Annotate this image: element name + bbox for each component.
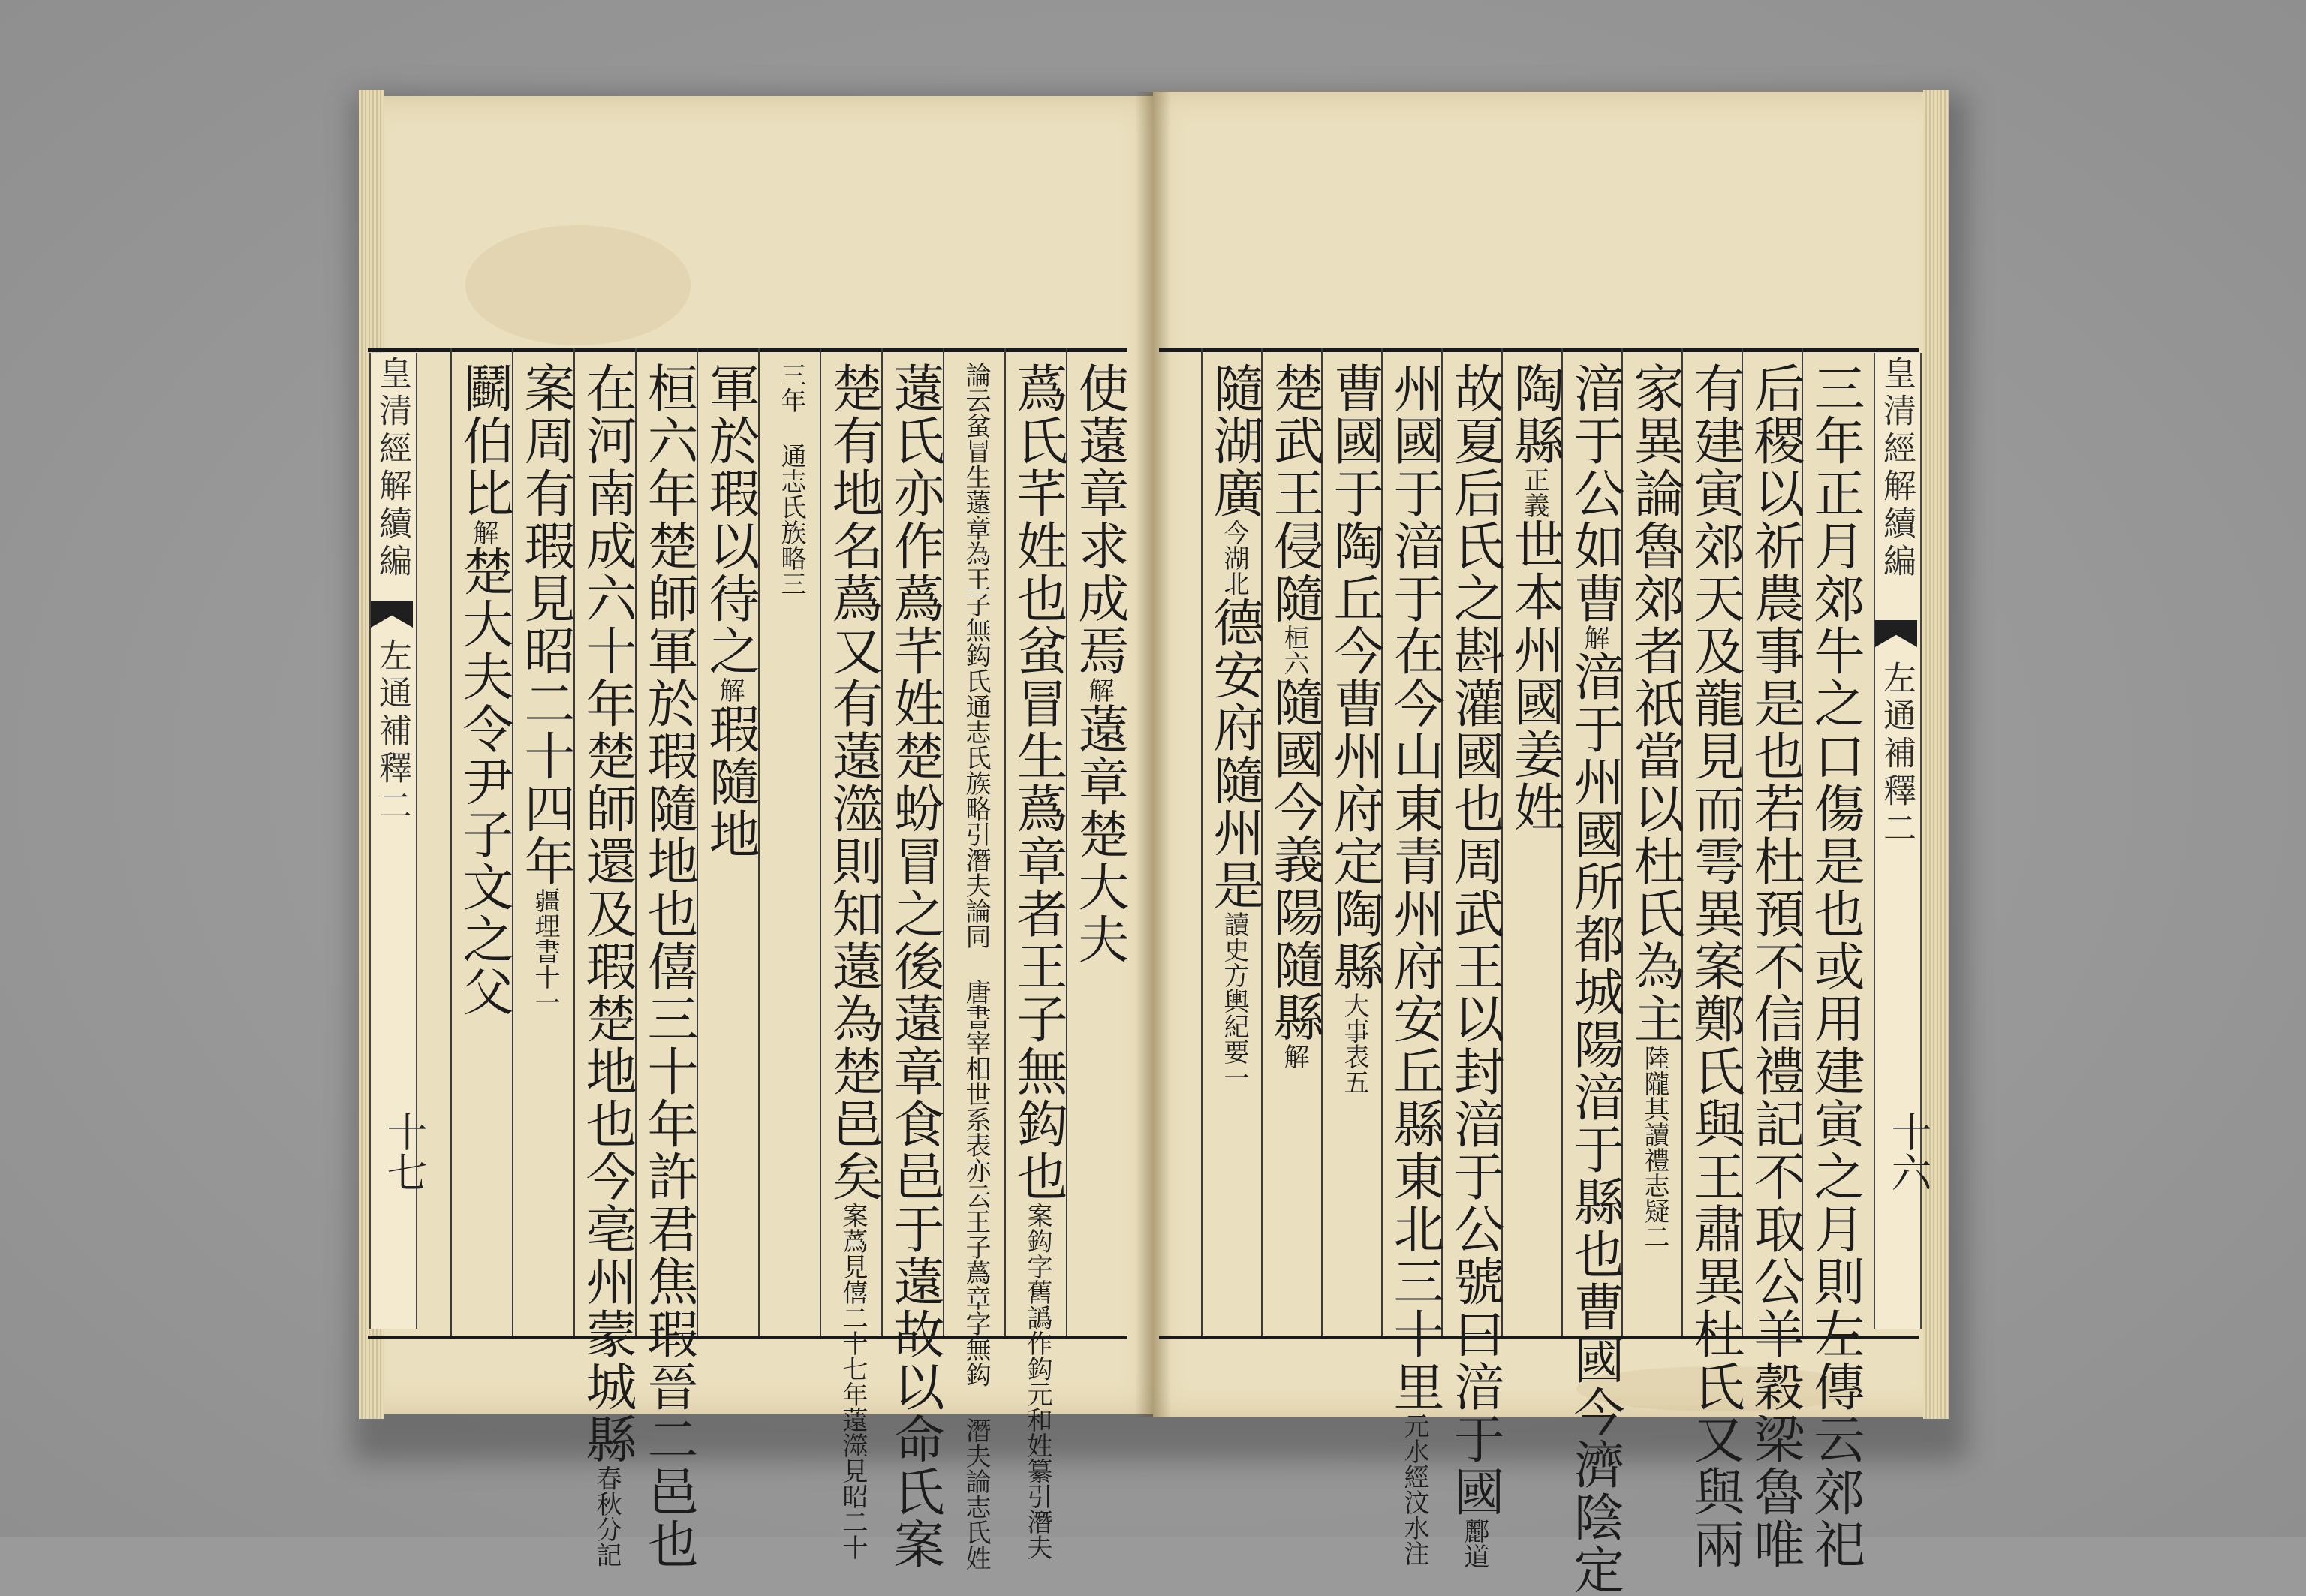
main-text: 三年正月郊牛之口傷是也或用建寅之月則左傳云郊祀: [1805, 362, 1865, 1570]
main-text: 楚武王侵隨: [1265, 362, 1324, 625]
commentary-note: 酈道: [1459, 1518, 1489, 1569]
main-text: 薳章楚大夫: [1070, 703, 1129, 965]
text-column: [1008, 362, 1067, 1560]
main-text: 瑕隨地: [700, 703, 760, 860]
column-rule: [1561, 348, 1563, 1336]
column-rule: [1004, 348, 1006, 1336]
text-column: [454, 362, 513, 1018]
text-column: [1565, 362, 1624, 1596]
text-column: [1070, 362, 1129, 965]
main-text: 楚大夫令尹子文之父: [454, 545, 513, 1018]
text-column: [1205, 362, 1264, 1090]
main-text: 州國于湆于在今山東青州府安丘縣東北三十里: [1385, 362, 1444, 1413]
text-column: [1745, 362, 1805, 1570]
left-running-title: 皇清經解續編: [373, 356, 411, 581]
text-column: [1505, 362, 1564, 833]
commentary-note: 大事表五: [1339, 992, 1369, 1095]
text-column: [885, 362, 944, 1570]
commentary-note: 桓六: [1279, 625, 1309, 676]
text-column: [1805, 362, 1865, 1570]
main-text: 家異論魯郊者祇當以杜氏為主: [1625, 362, 1684, 1045]
main-text: 湆于州國所都城陽湆于縣也曹國今濟陰定: [1565, 650, 1624, 1596]
main-text: 案周有瑕見昭二十四年: [516, 362, 575, 887]
commentary-note: 解: [1084, 677, 1114, 703]
text-column: [1625, 362, 1684, 1249]
right-running-title: 皇清經解續編: [1877, 356, 1916, 581]
text-column: [639, 362, 698, 1570]
commentary-note: 解: [1279, 1043, 1309, 1069]
commentary-note: 春秋分記: [592, 1465, 622, 1567]
main-text: 桓六年楚師軍於瑕隨地也僖三十年許君焦瑕晉二邑也: [639, 362, 698, 1570]
commentary-note: 解: [1579, 625, 1609, 650]
main-text: 薳氏亦作蔿芊姓楚蚡冒之後薳章食邑于薳故以命氏案: [885, 362, 944, 1570]
commentary-note: 元水經汶水注: [1399, 1413, 1429, 1566]
commentary-note: 論云蚠冒生薳章為王子無鈎氏通志氏族略引潛夫論同 唐書宰相世系表亦云王子蔿章字無鈎 潛夫論志氏姓: [961, 362, 991, 1570]
main-text: 有建寅郊天及龍見而雩異案鄭氏與王肅異杜氏又與兩: [1685, 362, 1745, 1570]
main-text: 后稷以祈農事是也若杜預不信禮記不取公羊穀梁魯唯: [1745, 362, 1805, 1570]
column-rule: [820, 348, 821, 1336]
commentary-note: 正義: [1519, 467, 1549, 518]
main-text: 蔿氏芊姓也蚠冒生蔿章者王子無鈎也: [1008, 362, 1067, 1203]
column-rule: [1201, 348, 1203, 1336]
commentary-note: 疆理書十一: [530, 887, 560, 1015]
main-text: 隨國今義陽隨縣: [1265, 676, 1324, 1043]
commentary-note: 解: [468, 519, 498, 545]
main-text: 楚有地名蔿又有薳澨則知薳為楚邑矣: [823, 362, 883, 1203]
text-column: [516, 362, 575, 1015]
right-folio: 十六: [1885, 1111, 1932, 1192]
right-section-title: 左通補釋二: [1877, 661, 1916, 848]
commentary-note: 案蔿見僖二十七年薳澨見昭二十: [838, 1203, 868, 1560]
main-text: 軍於瑕以待之: [700, 362, 760, 677]
text-column: [1265, 362, 1324, 1069]
text-column: [1385, 362, 1444, 1566]
main-text: 世本州國姜姓: [1505, 518, 1564, 833]
main-text: 德安府隨州是: [1205, 596, 1264, 911]
left-folio: 十七: [381, 1111, 428, 1192]
commentary-note: 案鈎字舊譌作鈎元和姓纂引潛夫: [1022, 1203, 1052, 1560]
right-page-edge: [1923, 90, 1949, 1419]
text-column: [577, 362, 637, 1567]
main-text: 湆于公如曹: [1565, 362, 1624, 625]
column-rule: [450, 348, 452, 1336]
main-text: 使薳章求成焉: [1070, 362, 1129, 677]
text-column: [700, 362, 760, 860]
left-section-title: 左通補釋二: [373, 638, 411, 826]
main-text: 隨湖廣: [1205, 362, 1264, 519]
text-column: [1685, 362, 1745, 1570]
text-column: [1325, 362, 1384, 1095]
text-column: [1445, 362, 1504, 1569]
main-text: 故夏后氏之斟灌國也周武王以封湆于公號曰湆于國: [1445, 362, 1504, 1518]
main-text: 曹國于陶丘今曹州府定陶縣: [1325, 362, 1384, 992]
commentary-note: 解: [715, 677, 745, 703]
commentary-note: 讀史方輿紀要一: [1219, 911, 1249, 1090]
commentary-note: 今湖北: [1219, 519, 1249, 596]
text-column: [766, 362, 817, 596]
main-text: 在河南成六十年楚師還及瑕楚地也今亳州蒙城縣: [577, 362, 637, 1465]
main-text: 鬬伯比: [454, 362, 513, 519]
main-text: 陶縣: [1505, 362, 1564, 467]
text-column: [823, 362, 883, 1560]
commentary-note: 陸隴其讀禮志疑二: [1639, 1045, 1669, 1249]
commentary-note: 三年 通志氏族略三: [776, 362, 806, 596]
paper-stain: [465, 225, 691, 345]
text-column: [950, 362, 1001, 1570]
